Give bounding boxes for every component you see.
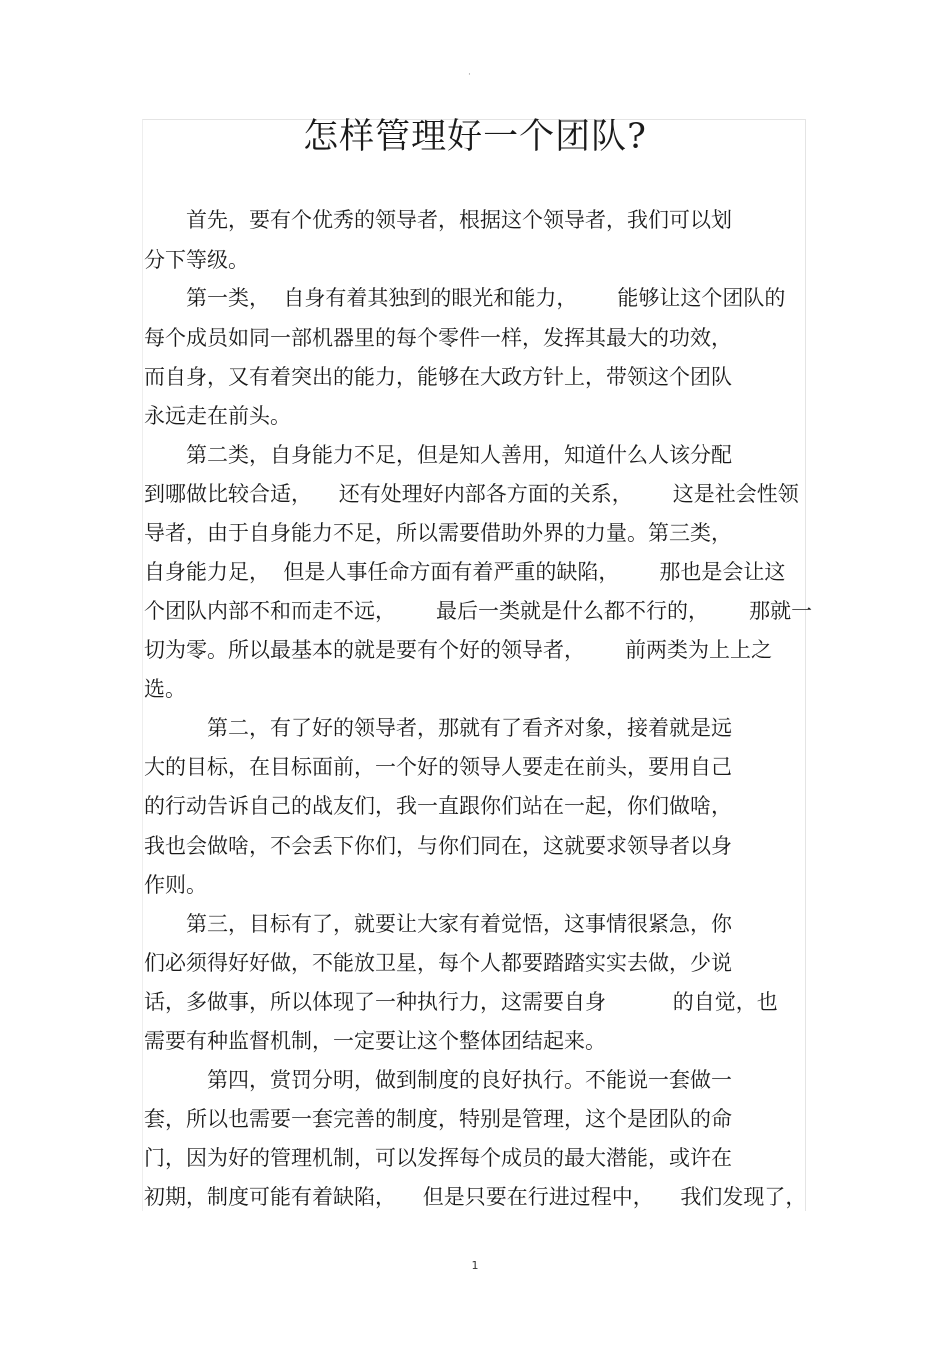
text-line: 选。	[144, 677, 186, 701]
text-line: 自身能力足， 但是人事任命方面有着严重的缺陷， 那也是会让这	[144, 560, 786, 584]
text-line: 话，多做事，所以体现了一种执行力，这需要自身 的自觉，也	[144, 990, 778, 1014]
text-line: 需要有种监督机制，一定要让这个整体团结起来。	[144, 1029, 606, 1053]
text-line: 而自身，又有着突出的能力，能够在大政方针上，带领这个团队	[144, 365, 732, 389]
page-number: 1	[471, 1259, 479, 1272]
text-line: 套，所以也需要一套完善的制度，特别是管理，这个是团队的命	[144, 1107, 732, 1131]
text-line: 切为零。所以最基本的就是要有个好的领导者， 前两类为上上之	[144, 638, 773, 662]
text-line: 我也会做啥，不会丢下你们，与你们同在，这就要求领导者以身	[144, 834, 732, 858]
text-line: 首先，要有个优秀的领导者，根据这个领导者，我们可以划	[144, 208, 732, 232]
text-line: 第二类，自身能力不足，但是知人善用，知道什么人该分配	[144, 443, 732, 467]
text-line: 第二，有了好的领导者，那就有了看齐对象，接着就是远	[144, 716, 732, 740]
document-title: 怎样管理好一个团队?	[303, 117, 647, 157]
text-line: 的行动告诉自己的战友们，我一直跟你们站在一起，你们做啥，	[144, 794, 732, 818]
text-line: 导者，由于自身能力不足，所以需要借助外界的力量。第三类，	[144, 521, 732, 545]
header-mark: ·	[468, 70, 471, 80]
text-line: 每个成员如同一部机器里的每个零件一样，发挥其最大的功效，	[144, 326, 732, 350]
text-line: 初期，制度可能有着缺陷， 但是只要在行进过程中， 我们发现了，	[144, 1185, 807, 1209]
text-line: 门，因为好的管理机制，可以发挥每个成员的最大潜能，或许在	[144, 1146, 732, 1170]
text-line: 第四，赏罚分明，做到制度的良好执行。不能说一套做一	[144, 1068, 732, 1092]
text-line: 第一类， 自身有着其独到的眼光和能力， 能够让这个团队的	[144, 286, 786, 310]
text-line: 分下等级。	[144, 248, 249, 272]
text-line: 们必须得好好做，不能放卫星，每个人都要踏踏实实去做，少说	[144, 951, 732, 975]
text-line: 大的目标，在目标面前，一个好的领导人要走在前头，要用自己	[144, 755, 732, 779]
text-line: 到哪做比较合适， 还有处理好内部各方面的关系， 这是社会性领	[144, 482, 799, 506]
text-line: 第三，目标有了，就要让大家有着觉悟，这事情很紧急，你	[144, 912, 732, 936]
text-line: 永远走在前头。	[144, 404, 291, 428]
text-line: 作则。	[144, 873, 207, 897]
text-line: 个团队内部不和而走不远， 最后一类就是什么都不行的， 那就一	[144, 599, 813, 623]
